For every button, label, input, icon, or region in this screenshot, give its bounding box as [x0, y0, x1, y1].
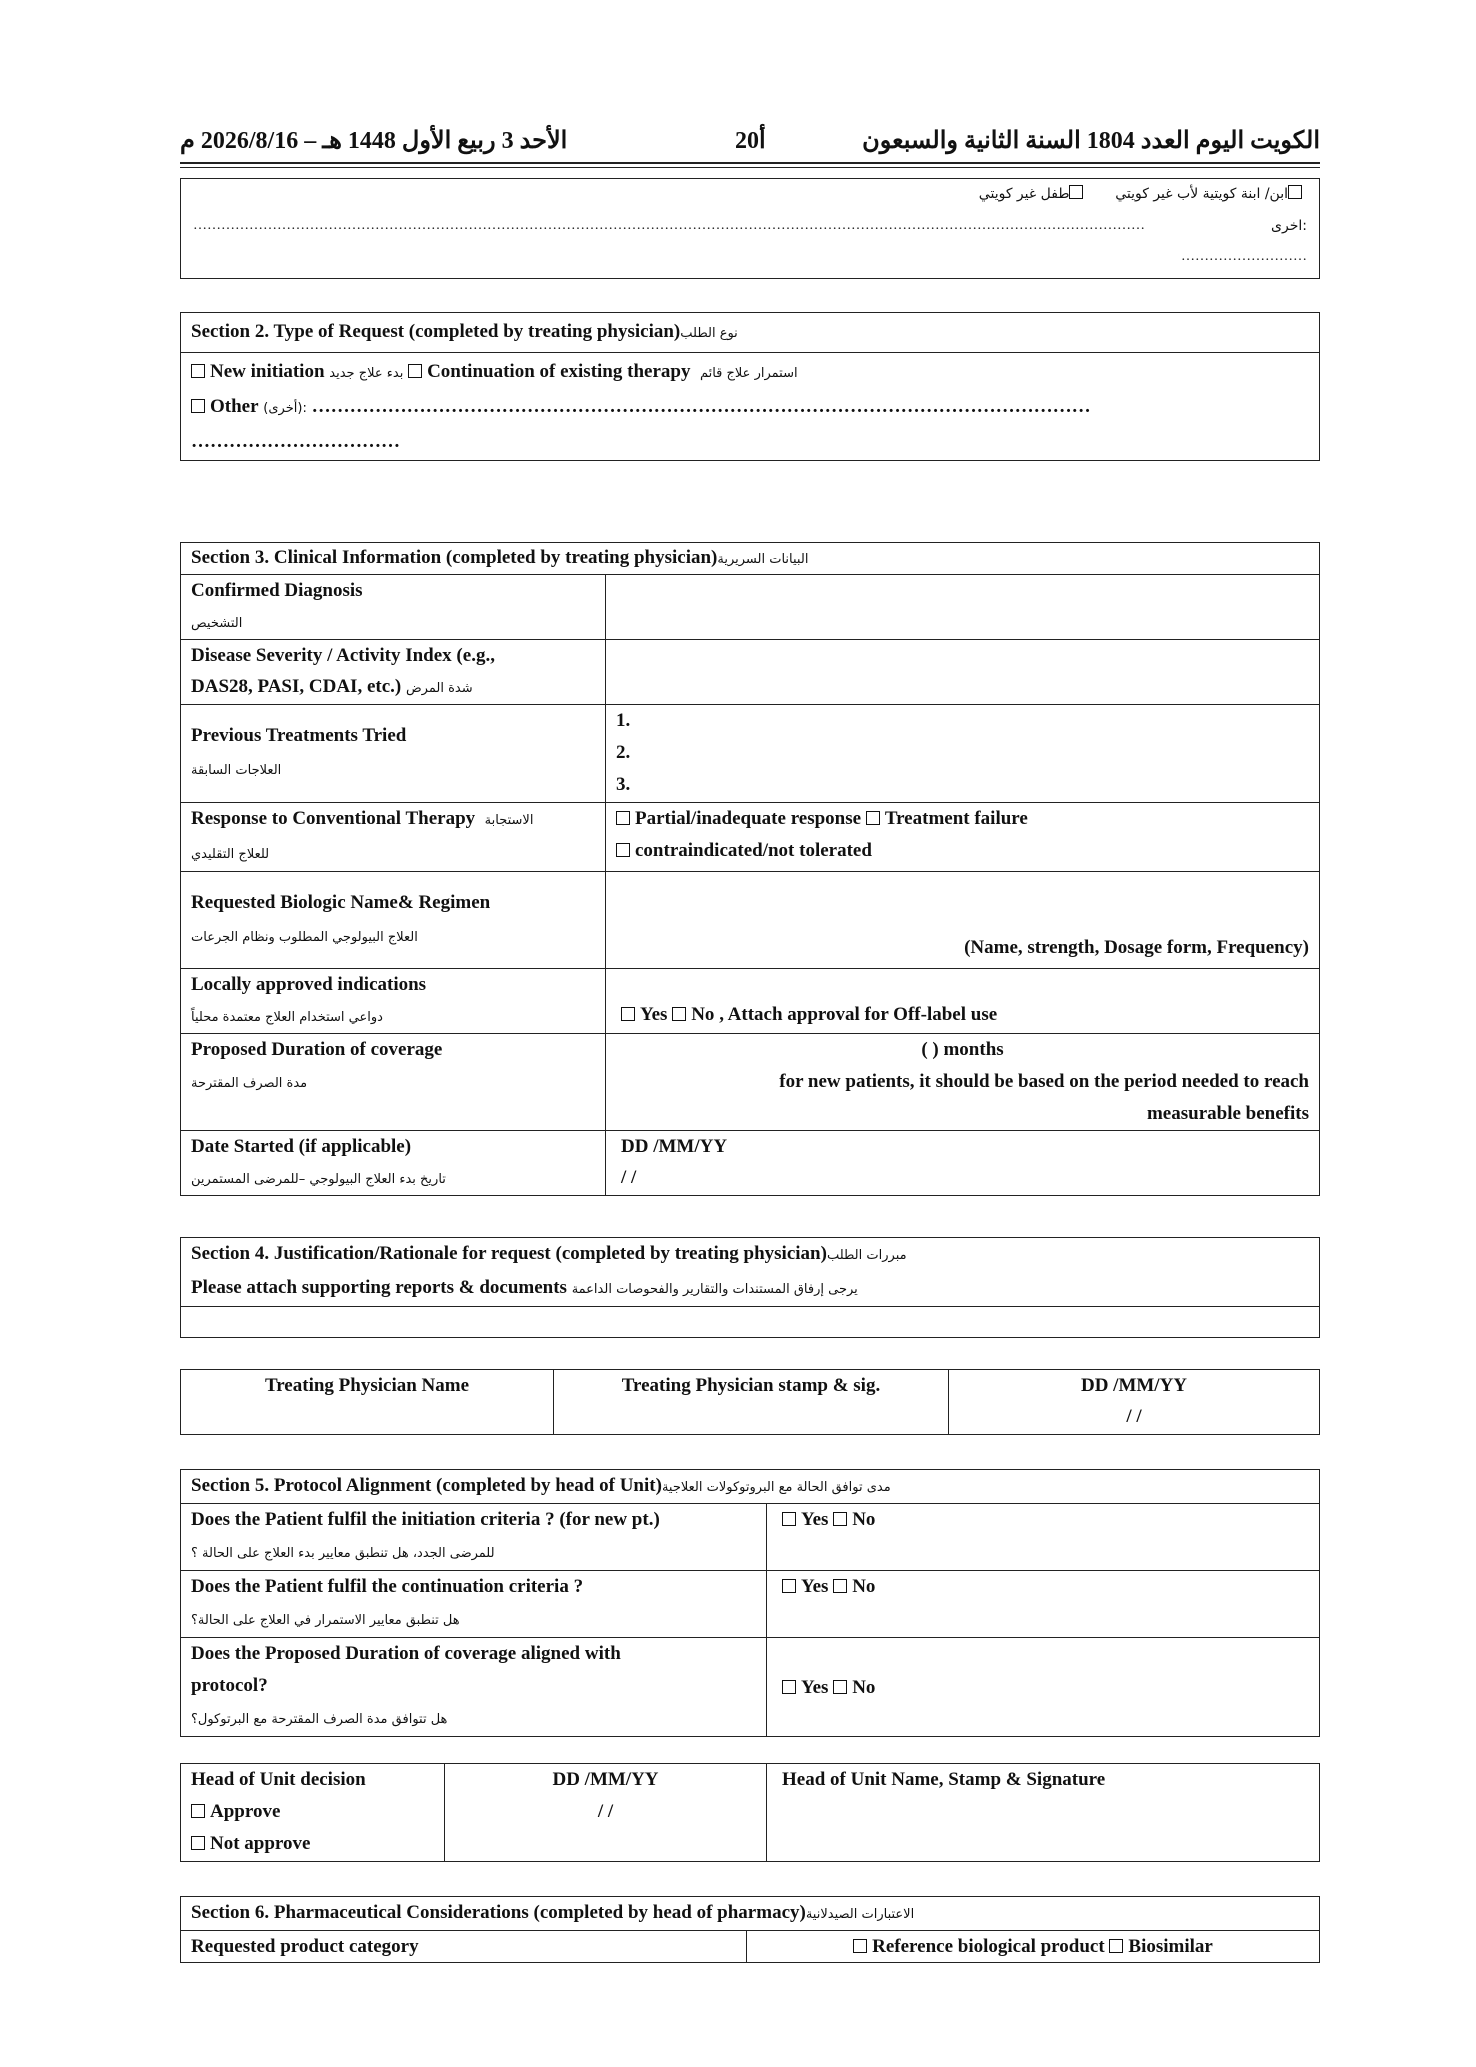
other-dots-1[interactable]: …………………………………………………………………………………………………………… [311, 396, 1091, 417]
page-header [180, 120, 1320, 160]
other-dots-2[interactable]: ……………………… [1181, 249, 1307, 264]
head-signature-label[interactable]: Head of Unit Name, Stamp & Signature [782, 1769, 1106, 1790]
treatment-failure-label: Treatment failure [884, 808, 1028, 829]
contraindicated-checkbox[interactable] [616, 843, 630, 857]
duration-ar: مدة الصرف المقترحة [191, 1076, 308, 1091]
approve-checkbox[interactable] [191, 1804, 205, 1818]
continuation-checkbox[interactable] [408, 364, 422, 378]
treatment-1[interactable]: 1. [616, 710, 631, 731]
checkbox[interactable] [1069, 185, 1083, 199]
section-2-subtitle: (completed by treating physician) [408, 321, 681, 342]
biosimilar-checkbox[interactable] [1109, 1939, 1123, 1953]
new-initiation-checkbox[interactable] [191, 364, 205, 378]
off-label-note: , Attach approval for Off-label use [719, 1004, 998, 1025]
section-4-subtitle: (completed by treating physician) [555, 1243, 827, 1264]
section-4-title-ar: مبررات الطلب [826, 1248, 907, 1263]
attach-reports-label: Please attach supporting reports & documents [191, 1277, 567, 1298]
duration-yes-checkbox[interactable] [782, 1680, 796, 1694]
date-started-ar: تاريخ بدء العلاج البيولوجي –للمرضى المستمرين [191, 1172, 446, 1187]
indications-no-label: No [691, 1004, 715, 1025]
header-rule [180, 162, 1320, 164]
other-label: اخرى: [1271, 218, 1307, 234]
section-2 [180, 312, 1320, 461]
continuation-criteria-ar: هل تنطبق معايير الاستمرار في العلاج على الحالة؟ [191, 1613, 460, 1628]
duration-label: Proposed Duration of coverage [191, 1039, 443, 1060]
biologic-field[interactable] [606, 872, 1320, 969]
duration-note-2: measurable benefits [1146, 1103, 1309, 1124]
duration-months[interactable]: ( ) months [921, 1039, 1004, 1060]
contraindicated-label: contraindicated/not tolerated [635, 840, 872, 861]
treatment-3[interactable]: 3. [616, 774, 631, 795]
new-initiation-ar: بدء علاج جديد [329, 366, 404, 381]
other-label: Other [210, 396, 259, 417]
diagnosis-field[interactable] [606, 575, 1320, 640]
reference-product-checkbox[interactable] [853, 1939, 867, 1953]
date-started-label: Date Started (if applicable) [191, 1136, 412, 1157]
partial-response-checkbox[interactable] [616, 811, 630, 825]
indications-yes-label: Yes [640, 1004, 668, 1025]
initiation-yes-label: Yes [801, 1509, 829, 1530]
response-ar-1: الاستجابة [484, 813, 534, 828]
section-3-title-ar: البيانات السريرية [717, 552, 809, 567]
section-2-title: Section 2. Type of Request [191, 321, 405, 342]
approve-label: Approve [210, 1801, 281, 1822]
treatment-failure-checkbox[interactable] [866, 811, 880, 825]
indications-yes-checkbox[interactable] [621, 1007, 635, 1021]
option-non-kuwaiti-child: طفل غير كويتي [978, 186, 1070, 202]
severity-label-2: DAS28, PASI, CDAI, etc.) [191, 676, 402, 697]
biosimilar-label: Biosimilar [1128, 1936, 1213, 1957]
section-6-title-ar: الاعتبارات الصيدلانية [805, 1907, 915, 1922]
section-6-subtitle: (completed by head of pharmacy) [533, 1902, 806, 1923]
severity-ar: شدة المرض [405, 681, 473, 696]
indications-label: Locally approved indications [191, 974, 427, 995]
continuation-label: Continuation of existing therapy [427, 361, 691, 382]
attach-reports-ar: يرجى إرفاق المستندات والتقارير والفحوصات الداعمة [571, 1282, 858, 1297]
section-2-title-ar: نوع الطلب [680, 326, 738, 341]
header-gazette: الكويت اليوم العدد 1804 السنة الثانية والسبعون [862, 128, 1320, 154]
physician-stamp-label[interactable]: Treating Physician stamp & sig. [621, 1375, 881, 1396]
treatment-2[interactable]: 2. [616, 742, 631, 763]
diagnosis-ar: التشخيص [191, 616, 243, 631]
initiation-no-checkbox[interactable] [833, 1512, 847, 1526]
section-5-title: Section 5. Protocol Alignment [191, 1475, 432, 1496]
section-5 [180, 1469, 1320, 1737]
product-category-label: Requested product category [191, 1936, 419, 1957]
severity-field[interactable] [606, 640, 1320, 705]
head-of-unit-table [180, 1763, 1320, 1862]
response-label: Response to Conventional Therapy [191, 808, 476, 829]
section-6-title: Section 6. Pharmaceutical Considerations [191, 1902, 529, 1923]
section-4-title: Section 4. Justification/Rationale for request [191, 1243, 551, 1264]
physician-name-label[interactable]: Treating Physician Name [264, 1375, 470, 1396]
section-4 [180, 1237, 1320, 1338]
duration-aligned-question-2: protocol? [191, 1675, 268, 1696]
initiation-criteria-ar: للمرضى الجدد، هل تنطبق معايير بدء العلاج على الحالة ؟ [191, 1546, 495, 1561]
duration-no-checkbox[interactable] [833, 1680, 847, 1694]
checkbox[interactable] [1288, 185, 1302, 199]
head-decision-label: Head of Unit decision [191, 1769, 366, 1790]
not-approve-label: Not approve [210, 1833, 311, 1854]
diagnosis-label: Confirmed Diagnosis [191, 580, 363, 601]
header-rule-thin [180, 167, 1320, 168]
header-date: الأحد 3 ربيع الأول 1448 هـ – 2026/8/16 م [180, 128, 568, 154]
duration-no-label: No [852, 1676, 876, 1698]
severity-label: Disease Severity / Activity Index (e.g., [191, 645, 495, 666]
section-3 [180, 542, 1320, 1196]
response-ar-2: للعلاج التقليدي [191, 847, 270, 862]
section-5-title-ar: مدى توافق الحالة مع البروتوكولات العلاجية [661, 1480, 891, 1495]
section-3-title: Section 3. Clinical Information [191, 547, 442, 568]
continuation-no-label: No [852, 1576, 876, 1597]
other-dots-2[interactable]: …………………………… [191, 431, 400, 452]
biologic-ar: العلاج البيولوجي المطلوب ونظام الجرعات [191, 930, 418, 945]
justification-field[interactable] [181, 1307, 1320, 1338]
duration-note-1: for new patients, it should be based on the period needed to reach [779, 1071, 1309, 1092]
initiation-criteria-question: Does the Patient fulfil the initiation criteria ? [191, 1509, 555, 1530]
section-3-subtitle: (completed by treating physician) [445, 547, 718, 568]
reference-product-label: Reference biological product [872, 1936, 1105, 1957]
not-approve-checkbox[interactable] [191, 1836, 205, 1850]
physician-date-format: DD /MM/YY [1080, 1375, 1188, 1396]
date-started-format: DD /MM/YY [621, 1136, 728, 1157]
physician-signature-table [180, 1369, 1320, 1435]
duration-aligned-ar: هل تتوافق مدة الصرف المقترحة مع البرتوكول؟ [191, 1712, 448, 1727]
nationality-box [180, 178, 1320, 279]
partial-response-label: Partial/inadequate response [635, 808, 862, 829]
physician-date-field[interactable]: / / [1126, 1406, 1142, 1427]
indications-ar: دواعي استخدام العلاج معتمدة محلياً [191, 1010, 383, 1025]
previous-treatments-ar: العلاجات السابقة [191, 763, 282, 778]
biologic-label: Requested Biologic Name& Regimen [191, 892, 491, 913]
continuation-no-checkbox[interactable] [833, 1579, 847, 1593]
header-page-number: 20أ [735, 128, 766, 154]
head-date-field[interactable]: / / [597, 1801, 614, 1822]
biologic-hint: (Name, strength, Dosage form, Frequency) [964, 937, 1309, 958]
indications-no-checkbox[interactable] [672, 1007, 686, 1021]
new-initiation-label: New initiation [210, 361, 325, 382]
section-6 [180, 1896, 1320, 1963]
date-started-field[interactable]: / / [621, 1167, 637, 1188]
continuation-criteria-question: Does the Patient fulfil the continuation criteria ? [191, 1576, 584, 1597]
initiation-criteria-note: (for new pt.) [559, 1509, 660, 1530]
continuation-ar: استمرار علاج قائم [699, 366, 798, 381]
head-date-format: DD /MM/YY [552, 1769, 659, 1790]
initiation-no-label: No [852, 1509, 876, 1530]
other-dots-1[interactable]: …………………………………………………………………………………………………………………………………………………………………………………… [193, 218, 1145, 233]
duration-yes-label: Yes [801, 1676, 829, 1698]
initiation-yes-checkbox[interactable] [782, 1512, 796, 1526]
duration-aligned-question: Does the Proposed Duration of coverage aligned with [191, 1643, 621, 1664]
other-ar: (أخرى): [263, 401, 307, 416]
continuation-yes-label: Yes [801, 1576, 829, 1597]
section-5-subtitle: (completed by head of Unit) [436, 1475, 662, 1496]
other-checkbox[interactable] [191, 399, 205, 413]
previous-treatments-label: Previous Treatments Tried [191, 725, 407, 746]
option-kuwaiti-mother: ابن/ ابنة كويتية لأب غير كويتي [1115, 186, 1288, 202]
continuation-yes-checkbox[interactable] [782, 1579, 796, 1593]
